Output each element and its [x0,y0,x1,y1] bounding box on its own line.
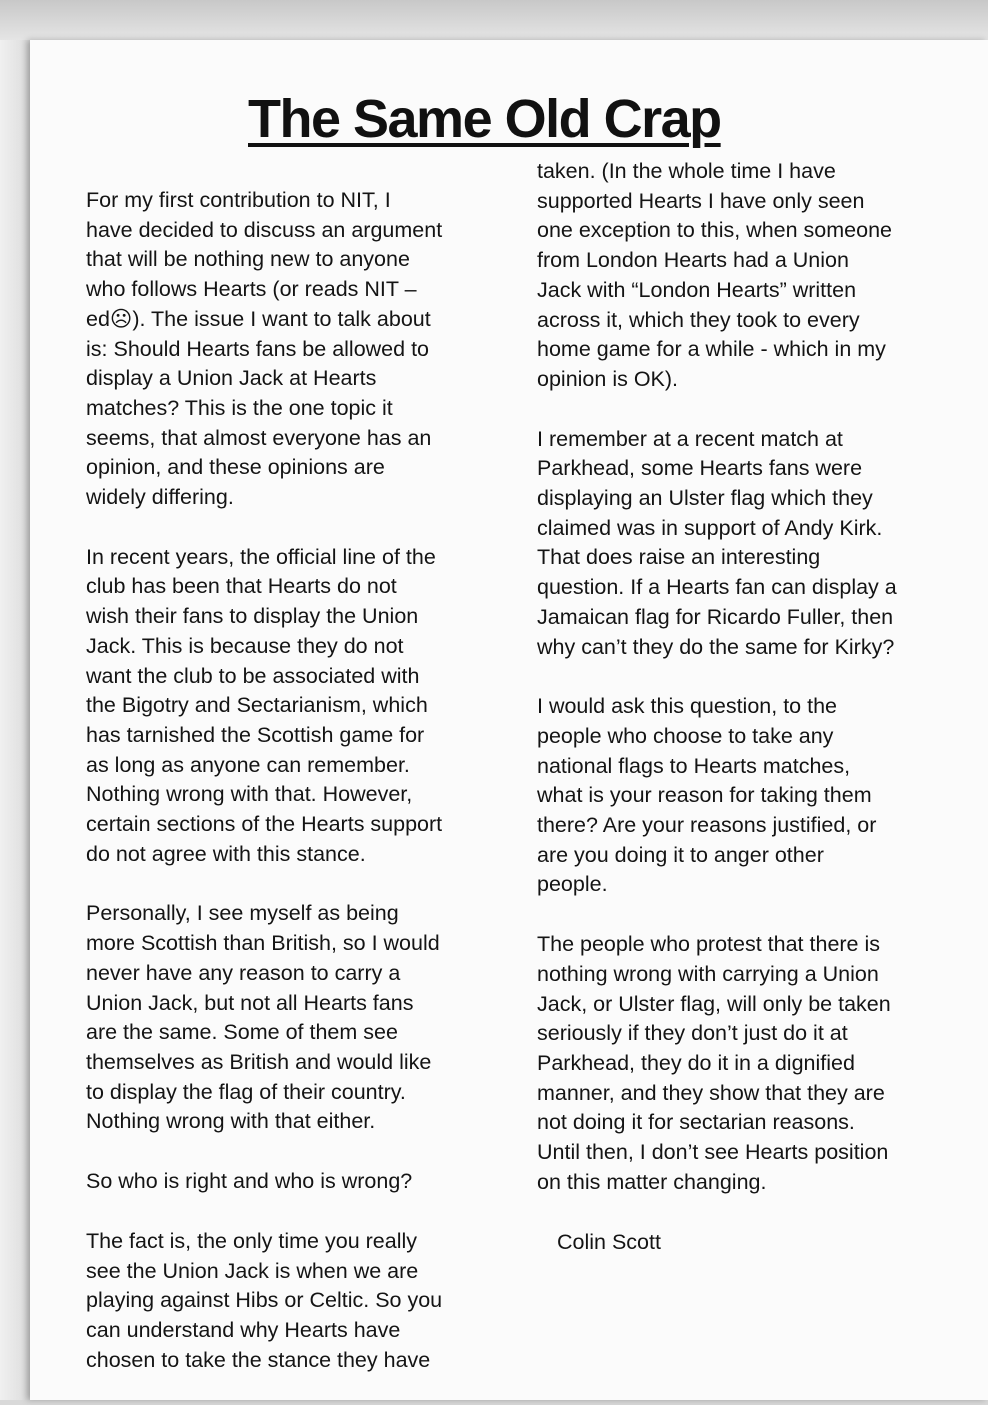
article-title: The Same Old Crap [248,89,721,149]
paragraph: In recent years, the official line of the club has been that Hearts do not wish their fans to display the Union Jack. This is because they do not want the club to be associated with the Bigotry and Sectarianism, which has tarnished the Scottish game for as long as anyone can remember. Nothing wrong with that. However, certain sections of the Hearts support do not agree with this stance. [86,544,443,866]
paragraph: For my first contribution to NIT, I have decided to discuss an argument that will be nothing new to anyone who follows Hearts (or reads NIT – ed☹). The issue I want to talk about is: Should Hearts fans be allowed to display a Union Jack at Hearts matches? This is the one topic it seems, that almost everyone has an opinion, and these opinions are widely differing. [86,188,443,510]
paragraph: The fact is, the only time you really see the Union Jack is when we are playing against Hibs or Celtic. So you can understand why Hearts have chosen to take the stance they have [86,1228,443,1372]
paragraph: So who is right and who is wrong? [86,1169,413,1194]
paragraph: Personally, I see myself as being more Scottish than British, so I would never have any reason to carry a Union Jack, but not all Hearts fans are the same. Some of them see themselves as British and would like to display the flag of their country. Nothing wrong with that either. [86,901,440,1134]
paragraph: I would ask this question, to the people who choose to take any national flags to Hearts matches, what is your reason for taking them there? Are your reasons justified, or are you doing it to anger other people. [537,694,877,897]
left-column [86,186,516,1405]
paragraph: The people who protest that there is nothing wrong with carrying a Union Jack, or Ulster flag, will only be taken seriously if they don’t just do it at Parkhead, they do it in a dignified manner, and they show that they are not doing it for sectarian reasons. Until then, I don’t see Hearts position on this matter changing. [537,932,891,1194]
page-spine [0,40,34,1400]
author-signature: Colin Scott [557,1229,661,1254]
paragraph: taken. (In the whole time I have supported Hearts I have only seen one exception to this, when someone from London Hearts had a Union Jack with “London Hearts” written across it, which they took to every home game for a while - which in my opinion is OK). [537,159,892,391]
paragraph: I remember at a recent match at Parkhead, some Hearts fans were displaying an Ulster flag which they claimed was in support of Andy Kirk. That does raise an interesting question. If a Hearts fan can display a Jamaican flag for Ricardo Fuller, then why can’t they do the same for Kirky? [537,426,897,659]
right-column [537,157,967,1287]
